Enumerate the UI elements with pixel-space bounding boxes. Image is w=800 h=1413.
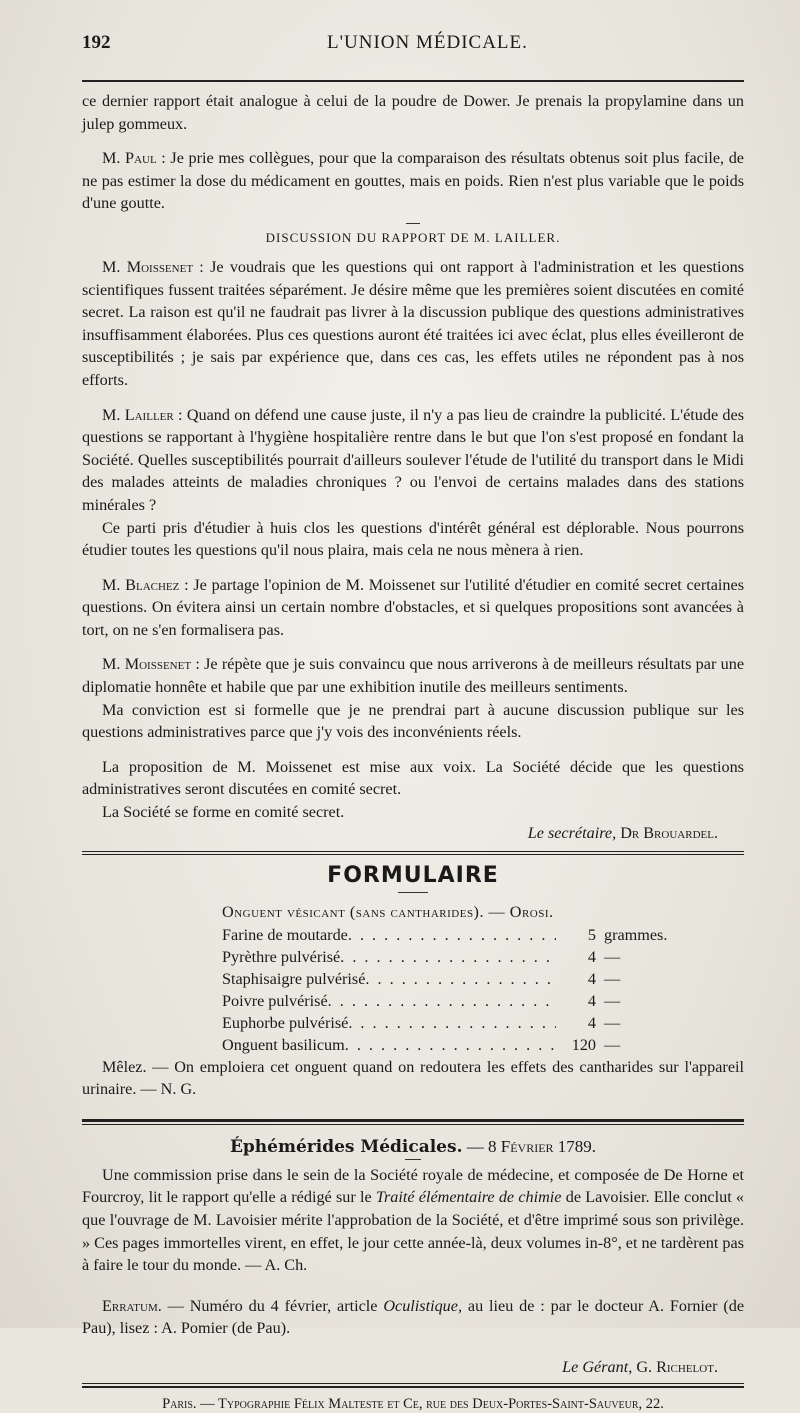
paragraph-text: au lieu de : par le docteur A. Fornier (de Pau), lisez : A. Pomier (de Pau).	[82, 1296, 745, 1338]
signature-name: Dr Brouardel.	[620, 823, 718, 842]
ingredient-qty: 4	[587, 991, 596, 1010]
ingredient-row	[222, 1034, 692, 1056]
section-rule	[82, 851, 744, 855]
printer-footer: Paris. — Typographie Félix Malteste et Ce, rue des Deux-Portes-Saint-Sauveur, 22.	[162, 1395, 664, 1412]
paragraph-text: Une commission prise dans le sein de la Société royale de médecine, et composée de De Horne et Fourcroy, lit le rapport qu'elle a rédigé sur le	[82, 1165, 744, 1207]
paragraph-text: Je répète que je suis convaincu que nous arriverons à de meilleurs résultats par une diplomatie honnête et habile que par une exhibition inutile des meilleurs sentiments.	[82, 655, 745, 697]
leader-dots	[328, 990, 556, 1012]
section-rule	[82, 1119, 744, 1125]
speaker: M. Lailler :	[102, 405, 183, 424]
ephemerides-title: Éphémérides Médicales.	[229, 1136, 463, 1157]
ephemerides-paragraph	[82, 1164, 744, 1277]
speaker: M. Blachez :	[102, 575, 189, 594]
paragraph-text: de Lavoisier. Elle conclut « que l'ouvrage de M. Lavoisier mérite l'approbation de la Société, et d'être imprimé sous son privilège. » Ces pages immortelles virent, en effet, le jour cette année-là, deux volumes in-8°, et ne tardèrent pas à faire le tour du monde. — A. Ch.	[82, 1188, 745, 1275]
discussion-paragraph	[82, 756, 744, 801]
ephemerides-heading	[82, 1137, 744, 1157]
secretary-signature	[82, 824, 744, 843]
speaker: M. Moissenet :	[102, 655, 200, 674]
leader-dots	[340, 946, 556, 968]
discussion-paragraph	[82, 653, 744, 698]
ingredient-name: Euphorbe pulvérisé	[222, 1013, 349, 1032]
erratum-paragraph	[82, 1295, 744, 1340]
ingredient-row	[222, 990, 692, 1012]
paragraph-text: La Société se forme en comité secret.	[102, 803, 345, 822]
paragraph-text: Je voudrais que les questions qui ont rapport à l'administration et les questions scientifiques fussent traitées séparément. Je désire même que les premières soient discutées en comité secret. La raison est qu'il ne faudrait pas livrer à la discussion publique des questions administratives insuffisamment élaborées. Plus ces questions auront été traitées ici avec éclat, plus elles éveilleront de susceptibilités ; je sais par expérience que, dans ces cas, les effets utiles ne répondent pas à nos efforts.	[82, 257, 744, 389]
ingredient-name: Farine de moutarde	[222, 925, 348, 944]
paragraph-text: Je partage l'opinion de M. Moissenet sur l'utilité d'étudier en comité secret certaines questions. On évitera ainsi un certain nombre d'obstacles, et si quelques propositions sont avancées à tort, on ne s'en formalisera pas.	[82, 575, 745, 639]
discussion-paragraph	[82, 404, 744, 517]
ingredient-unit: —	[604, 969, 621, 988]
paragraph-text: Ma conviction est si formelle que je ne prendrai part à aucune discussion publique sur les questions administratives parce que j'y vois des inconvénients réels.	[82, 700, 744, 742]
paragraph-text: — Numéro du 4 février, article	[167, 1296, 378, 1315]
ingredient-row	[222, 968, 692, 990]
speaker: M. Moissenet :	[102, 257, 204, 276]
gerant-signature	[82, 1358, 744, 1377]
ingredient-name: Onguent basilicum	[222, 1035, 345, 1054]
ingredient-unit: grammes.	[604, 925, 668, 944]
discussion-heading: DISCUSSION DU RAPPORT DE M. LAILLER.	[265, 229, 561, 245]
ingredient-unit: —	[604, 947, 621, 966]
paragraph-text: La proposition de M. Moissenet est mise aux voix. La Société décide que les questions administratives seront discutées en comité secret.	[82, 757, 744, 799]
paul-paragraph	[82, 147, 744, 215]
article-name: Oculistique,	[383, 1296, 463, 1315]
opening-paragraph: ce dernier rapport était analogue à celui de la poudre de Dower. Je prenais la propylamine dans un julep gommeux.	[82, 92, 744, 133]
paragraph-text: Quand on défend une cause juste, il n'y a pas lieu de craindre la publicité. L'étude des questions se rapportant à l'hygiène hospitalière rentre dans le but que l'on s'est proposé en fondant la Société. Quelles susceptibilités pourrait d'ailleurs soulever l'étude de l'utilité du transport dans le Midi des malades atteints de maladies chroniques ? ou l'envoi de certains malades dans des stations minérales ?	[82, 405, 744, 514]
heading-dash	[405, 1159, 421, 1160]
running-head	[82, 32, 744, 82]
ephemerides-date: — 8 Février 1789.	[466, 1136, 597, 1156]
signature-role: Le Gérant,	[562, 1357, 633, 1376]
discussion-paragraph	[82, 517, 744, 562]
ingredient-row	[222, 1012, 692, 1034]
page-number: 192	[82, 32, 111, 53]
ingredient-qty: 5	[587, 925, 596, 944]
ingredient-name: Poivre pulvérisé	[222, 991, 328, 1010]
speaker: M. Paul :	[102, 149, 166, 168]
footer-rule	[82, 1383, 744, 1388]
ingredient-name: Staphisaigre pulvérisé	[222, 969, 366, 988]
leader-dots	[365, 968, 556, 990]
ingredient-qty: 4	[587, 1013, 596, 1032]
title-underline	[398, 892, 428, 893]
ingredient-unit: —	[604, 991, 621, 1010]
discussion-paragraph	[82, 699, 744, 744]
ingredient-qty: 4	[587, 969, 596, 988]
formulaire-note: Mêlez. — On emploiera cet onguent quand on redoutera les effets des cantharides sur l'appareil urinaire. — N. G.	[82, 1057, 744, 1099]
recipe-title: Onguent vésicant (sans cantharides). — Orosi.	[222, 902, 554, 921]
ingredient-qty: 4	[587, 947, 596, 966]
ingredient-qty: 120	[571, 1035, 596, 1054]
ingredient-unit: —	[604, 1013, 621, 1032]
signature-role: Le secrétaire,	[527, 823, 617, 842]
leader-dots	[348, 924, 556, 946]
ingredient-row	[222, 946, 692, 968]
ingredient-row	[222, 924, 692, 946]
discussion-paragraph	[82, 574, 744, 642]
paragraph-text: Ce parti pris d'étudier à huis clos les questions d'intérêt général est déplorable. Nous pourrons étudier toutes les questions qu'il nous plaira, mais cela ne nous mènera à rien.	[82, 518, 744, 560]
paragraph-text: Je prie mes collègues, pour que la comparaison des résultats obtenus soit plus facile, de ne pas estimer la dose du médicament en gouttes, mais en poids. Rien n'est plus variable que le poids d'une goutte.	[82, 149, 744, 213]
ingredient-name: Pyrèthre pulvérisé	[222, 947, 341, 966]
erratum-label: Erratum.	[102, 1296, 162, 1315]
discussion-paragraph	[82, 256, 744, 392]
discussion-paragraph	[82, 801, 744, 824]
leader-dots	[348, 1012, 556, 1034]
leader-dots	[345, 1034, 556, 1056]
book-title: Traité élémentaire de chimie	[375, 1188, 562, 1207]
journal-title: L'UNION MÉDICALE.	[327, 32, 528, 53]
heading-dash	[406, 223, 420, 224]
discussion-body	[82, 256, 744, 843]
signature-name: G. Richelot.	[636, 1357, 718, 1376]
ingredient-unit: —	[604, 1035, 621, 1054]
ingredient-list	[222, 924, 692, 1056]
formulaire-title: FORMULAIRE	[327, 862, 499, 888]
discussion-heading-block	[82, 223, 744, 246]
